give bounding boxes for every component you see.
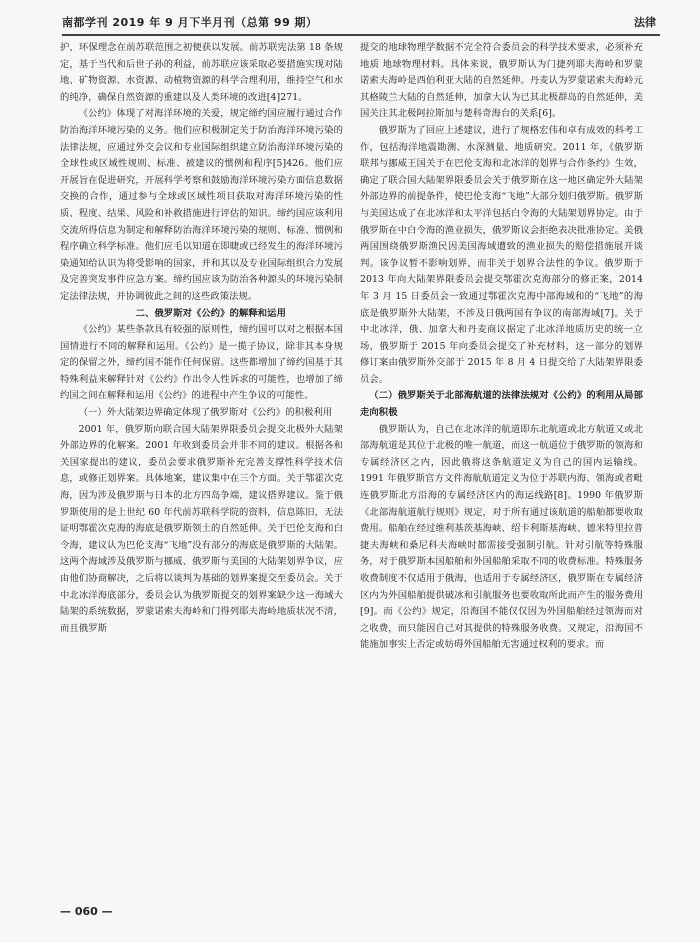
running-header (62, 12, 660, 36)
section-label: 法律 (634, 16, 656, 29)
journal-title: 南都学刊 2019 年 9 月下半月刊（总第 99 期） (62, 16, 318, 29)
subsection-heading: （二）俄罗斯关于北部海航道的法律法规对《公约》的利用从局部走向积极 (360, 390, 643, 419)
paragraph: 俄罗斯为了回应上述建议，进行了规格宏伟和卓有成效的科考工作，包括海洋地震勘测、水深测量、地质研究。2011 年，《俄罗斯联邦与挪威王国关于在巴伦支海和北冰洋的划界与合作条约》生效，确定了联合国大陆架界限委员会关于俄罗斯在这一地区确定外大陆架外部边界的前提条件，使巴伦支海“飞地”大部分划归俄罗斯。俄罗斯与美国达成了在北冰洋和太平洋包括白令海的大陆架划界协定。由于俄罗斯在中白令海的渔业损失，俄罗斯议会拒绝表决批准协定。美俄两国围绕俄罗斯渔民因美国海域遭致的渔业损失的赔偿措施展开谈判。该争议暂不影响划界，而非关于划界合法性的争议。俄罗斯于 2013 年向大陆架界限委员会提交鄂霍次克海部分的修正案，2014 年 3 月 15 日委员会一致通过鄂霍次克海中部海域和的“飞地”的海底是俄罗斯外大陆架，不涉及日俄两国有争议的南部海域[7]。关于中北冰洋，俄、加拿大和丹麦商议据定了北冰洋地质历史的统一立场，俄罗斯于 2015 年向委员会提交了补充材料，这一部分的划界修订案由俄罗斯外交部于 2015 年 8 月 4 日提交给了大陆架界限委员会。 (360, 124, 643, 385)
paragraph: 俄罗斯认为，自己在北冰洋的航道即东北航道或北方航道又或北部海航道是其位于北极的唯一航道，而这一航道位于俄罗斯的领海和专属经济区之内，因此俄将这条航道定义为自己的国内运输线。1991 年俄罗斯官方文件海航航道定义为位于苏联内海、领海或者毗连俄罗斯北方沿海的专属经济区内的海运线路[8]。1990 年俄罗斯《北部海航道航行规则》规定，对于所有通过该航道的船舶都要收取费用。船舶在经过维利基茨基海峡、绍卡利斯基海峡、德米特里拉普捷夫海峡和桑尼科夫海峡时都需接受强制引航。针对引航等特殊服务，对于俄罗斯本国船舶和外国船舶采取不同的收费标准。特殊服务收费制度不仅适用于俄海，也适用于专属经济区，俄罗斯在专属经济区内为外国船舶提供破冰和引航服务也要收取所此而产生的服务费用[9]。而《公约》规定，沿海国不能仅仅因为外国船舶经过领海而对之收费，而只能因自己对其提供的特殊服务收费。又规定，沿海国不能施加事实上否定或妨碍外国船舶无害通过权利的要求。而 (360, 423, 643, 651)
page-number: — 060 — (60, 905, 113, 918)
paragraph: 《公约》某些条款具有较强的原则性，缔约国可以对之根据本国国情进行不同的解释和运用。《公约》是一揽子协议，除非其本身规定的保留之外，缔约国不能作任何保留。这些都增加了缔约国基于其特殊利益来解释针对《公约》作出令人性诉求的可能性，也增加了缔约国之间在解释和运用《公约》的进程中产生争议的可能性。 (60, 324, 343, 402)
right-column (360, 40, 643, 654)
section-heading: 二、俄罗斯对《公约》的解释和运用 (135, 307, 286, 319)
left-column (60, 40, 343, 637)
subsection-heading: （一）外大陆架边界确定体现了俄罗斯对《公约》的积极利用 (78, 407, 333, 419)
paragraph: 提交的地球物理学数据不完全符合委员会的科学技术要求，必须补充地质 地球物理材料。具体来说，俄罗斯认为门捷列耶夫海岭和罗蒙诺索夫海岭是西伯利亚大陆的自然延伸。丹麦认为罗蒙诺索夫海岭元其格陵兰大陆的自然延伸，加拿大认为已其北极群岛的自然延伸，美国关注其北极阿拉斯加与楚科奇海台的关系[6]。 (360, 42, 643, 120)
paragraph: 护，环保理念在前苏联范围之初便获以发展。前苏联宪法第 18 条规定，基于当代和后世子孙的利益，前苏联应该采取必要措施实现对陆地、矿物资源、水资源、动植物资源的科学合理利用，维持空气和水的纯净，确保自然资源的重建以及人类环境的改进[4]271。 (60, 42, 343, 103)
paragraph: 2001 年，俄罗斯向联合国大陆架界限委员会提交北极外大陆架外部边界的化解案。2001 年收到委员会并非不同的建议。根据各和关国家提出的建议，委员会要求俄罗斯补充完善支撑性科学技术信息，或修正划界案。具体地案，建议集中在三个方面。关于鄂霍次克海，因为涉及俄罗斯与日本的北方四岛争端，建议搭界建议。鉴于俄罗斯使用的是上世纪 60 年代前苏联科学院的资料，信息陈旧，无法证明鄂霍次克海的海底是俄罗斯领土的自然延伸。关于巴伦支海和白令海，建议认为巴伦支海“飞地”没有部分的海底是俄罗斯的大陆架。这两个海域涉及俄罗斯与挪威、俄罗斯与美国的大陆架划界争议，应由他们协商解决，之后将以谈判为基础的划界案提交至委员会。关于中北冰洋海底部分，委员会认为俄罗斯提交的划界案缺少这一海域大陆架的系统数据，罗蒙诺索夫海岭和门得列耶夫海岭地质状况不清，而且俄罗斯 (60, 423, 343, 634)
paragraph: 《公约》体现了对海洋环境的关爱，规定缔约国应履行通过合作防治海洋环境污染的义务。他们应积极制定关于防治海洋环境污染的法律法规，应通过外交会议和专业国际组织建立防治海洋环境污染的全球性或区域性规则、标准、被建议的惯例和程序[5]426。他们应开展旨在促进研究，开展科学考察和鼓励海洋环境污染方面信息数据交换的合作，通过参与全球或区域性项目获取对海洋环境污染的性质、程度、结果、风险和补救措施进行评估的知识。缔约国应该利用交流所得信息为制定和解释防治海洋环境污染的规则、标准、惯例和程序确立科学标准。他们应毛以知道在即睫或已经发生的海洋环境污染通知给认识为将受影响的国家，并和其以及专业国际组织合力发展及完善突发事件应急方案。缔约国应该为防治各种源头的环境污染制定法律法规，并协调彼此之间的这些政策法规。 (60, 108, 343, 302)
